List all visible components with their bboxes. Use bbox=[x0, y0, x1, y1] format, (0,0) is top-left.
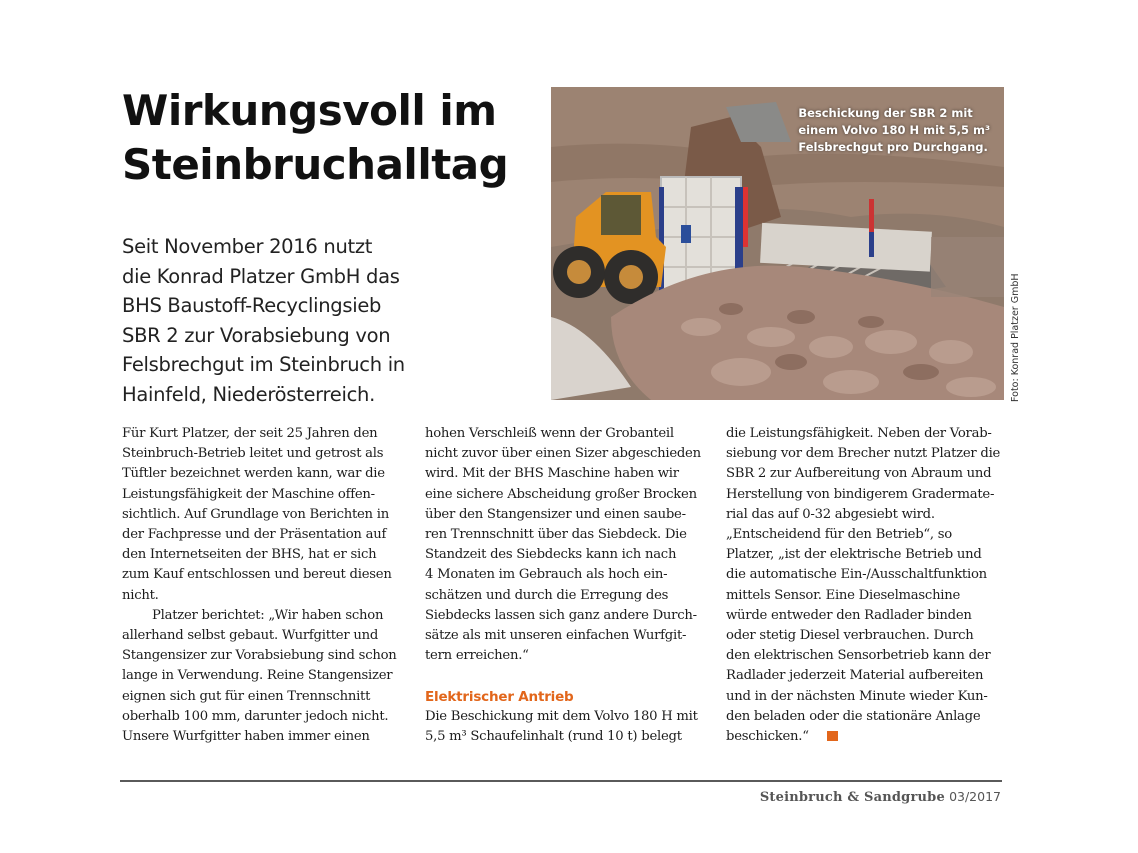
body-line: der Fachpresse und der Präsentation auf bbox=[122, 527, 387, 543]
body-line: Siebdecks lassen sich ganz andere Durch- bbox=[425, 607, 697, 623]
body-line: Radlader jederzeit Material aufbereiten bbox=[726, 668, 984, 684]
body-line: nicht. bbox=[122, 587, 159, 603]
title-line: Wirkungsvoll im bbox=[122, 86, 497, 135]
body-line: 5,5 m³ Schaufelinhalt (rund 10 t) belegt bbox=[425, 729, 682, 745]
body-line: 4 Monaten im Gebrauch als hoch ein- bbox=[425, 567, 668, 583]
title-line: Steinbruchalltag bbox=[122, 140, 509, 189]
page-footer bbox=[760, 789, 1001, 805]
body-line: Unsere Wurfgitter haben immer einen bbox=[122, 729, 370, 745]
body-line: den Internetseiten der BHS, hat er sich bbox=[122, 547, 377, 563]
body-line: die Leistungsfähigkeit. Neben der Vorab- bbox=[726, 426, 992, 441]
body-line: eine sichere Abscheidung großer Brocken bbox=[425, 486, 697, 502]
body-line: sätze als mit unseren einfachen Wurfgit- bbox=[425, 628, 687, 644]
body-line: ren Trennschnitt über das Siebdeck. Die bbox=[425, 527, 687, 543]
caption-line: Beschickung der SBR 2 mit bbox=[798, 106, 973, 120]
body-line: tern erreichen.“ bbox=[425, 648, 529, 664]
body-line-indented: Platzer berichtet: „Wir haben schon bbox=[152, 607, 384, 623]
body-column-1 bbox=[122, 424, 407, 747]
body-line: Standzeit des Siebdecks kann ich nach bbox=[425, 547, 677, 563]
body-line: Für Kurt Platzer, der seit 25 Jahren den bbox=[122, 426, 378, 441]
body-line: Tüftler bezeichnet werden kann, war die bbox=[122, 466, 385, 482]
body-line: mittels Sensor. Eine Dieselmaschine bbox=[726, 587, 961, 603]
body-column-2 bbox=[425, 424, 710, 747]
body-line: hohen Verschleiß wenn der Grobanteil bbox=[425, 426, 674, 441]
photo-caption bbox=[798, 105, 990, 156]
lead-line: Hainfeld, Niederösterreich. bbox=[122, 382, 375, 406]
footer-rule bbox=[120, 780, 1002, 782]
photo-credit: Foto: Konrad Platzer GmbH bbox=[1010, 273, 1021, 402]
lead-line: die Konrad Platzer GmbH das bbox=[122, 264, 400, 288]
issue-number: 03/2017 bbox=[949, 789, 1001, 804]
body-line: allerhand selbst gebaut. Wurfgitter und bbox=[122, 628, 379, 644]
body-line: lange in Verwendung. Reine Stangensizer bbox=[122, 668, 393, 684]
body-line: Leistungsfähigkeit der Maschine offen- bbox=[122, 486, 375, 502]
body-line: schätzen und durch die Erregung des bbox=[425, 587, 669, 603]
magazine-name: Steinbruch & Sandgrube bbox=[759, 790, 945, 805]
body-line: Die Beschickung mit dem Volvo 180 H mit bbox=[425, 708, 698, 724]
quarry-photo bbox=[551, 87, 1004, 400]
body-line: siebung vor dem Brecher nutzt Platzer die bbox=[726, 446, 1001, 462]
body-line: und in der nächsten Minute wieder Kun- bbox=[726, 688, 988, 704]
body-line: nicht zuvor über einen Sizer abgeschieden bbox=[425, 446, 701, 462]
body-line: den beladen oder die stationäre Anlage bbox=[726, 708, 981, 724]
body-line: SBR 2 zur Aufbereitung von Abraum und bbox=[726, 466, 992, 482]
lead-line: BHS Baustoff-Recyclingsieb bbox=[122, 294, 382, 317]
body-line: rial das auf 0-32 abgesiebt wird. bbox=[726, 506, 935, 522]
section-subheading: Elektrischer Antrieb bbox=[425, 688, 574, 705]
body-line: eignen sich gut für einen Trennschnitt bbox=[122, 688, 371, 704]
body-line-text: beschicken.“ bbox=[726, 729, 809, 745]
lead-line: SBR 2 zur Vorabsiebung von bbox=[122, 323, 391, 347]
body-line: Stangensizer zur Vorabsiebung sind schon bbox=[122, 648, 397, 664]
body-line: Platzer, „ist der elektrische Betrieb und bbox=[726, 547, 982, 563]
lead-line: Felsbrechgut im Steinbruch in bbox=[122, 353, 405, 376]
body-line: zum Kauf entschlossen und bereut diesen bbox=[122, 567, 392, 583]
body-column-3 bbox=[726, 424, 1011, 747]
caption-line: einem Volvo 180 H mit 5,5 m³ bbox=[798, 123, 990, 137]
body-line: wird. Mit der BHS Maschine haben wir bbox=[425, 466, 679, 482]
article-lead bbox=[122, 232, 542, 409]
body-line: Steinbruch-Betrieb leitet und getrost als bbox=[122, 446, 384, 462]
body-line-last bbox=[726, 727, 1011, 747]
body-line: den elektrischen Sensorbetrieb kann der bbox=[726, 648, 991, 664]
end-mark-icon bbox=[827, 731, 838, 741]
body-line: oder stetig Diesel verbrauchen. Durch bbox=[726, 628, 974, 644]
paragraph-spacer bbox=[425, 666, 710, 686]
caption-line: Felsbrechgut pro Durchgang. bbox=[798, 140, 988, 154]
body-line: die automatische Ein-/Ausschaltfunktion bbox=[726, 567, 987, 583]
body-line: „Entscheidend für den Betrieb“, so bbox=[726, 527, 952, 543]
article-title bbox=[122, 84, 542, 192]
body-line: Herstellung von bindigerem Gradermate- bbox=[726, 486, 995, 502]
body-line: würde entweder den Radlader binden bbox=[726, 607, 972, 623]
body-line: oberhalb 100 mm, darunter jedoch nicht. bbox=[122, 708, 389, 724]
body-line: über den Stangensizer und einen saube- bbox=[425, 506, 686, 522]
body-line: sichtlich. Auf Grundlage von Berichten in bbox=[122, 506, 389, 522]
lead-line: Seit November 2016 nutzt bbox=[122, 235, 373, 258]
